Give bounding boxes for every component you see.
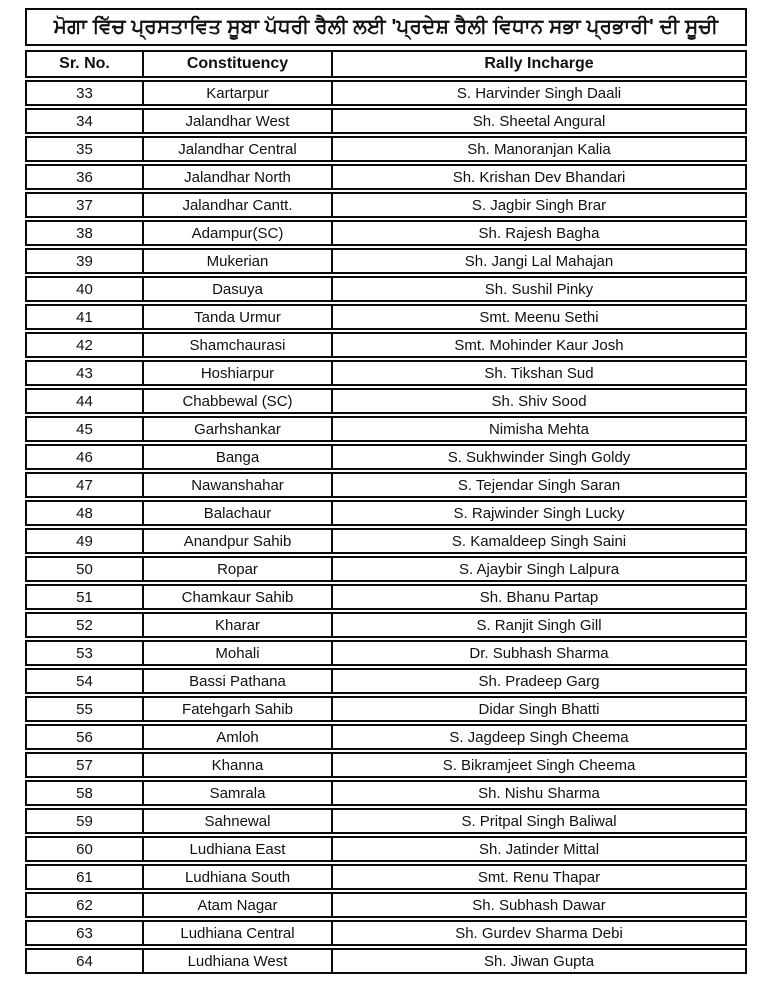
table-row <box>25 108 747 134</box>
sr-no-cell: 61 <box>27 866 144 888</box>
rally-incharge-table <box>25 8 747 976</box>
rally-incharge-cell: S. Bikramjeet Singh Cheema <box>442 756 636 774</box>
sr-no-cell: 51 <box>27 586 144 608</box>
table-row <box>25 248 747 274</box>
constituency-cell: Samrala <box>144 782 333 804</box>
constituency-cell: Amloh <box>144 726 333 748</box>
rally-incharge-cell: S. Harvinder Singh Daali <box>456 84 622 102</box>
constituency-cell: Mukerian <box>144 250 333 272</box>
table-row <box>25 276 747 302</box>
rally-incharge-cell: Smt. Mohinder Kaur Josh <box>454 336 624 354</box>
rally-incharge-cell: S. Jagdeep Singh Cheema <box>449 728 629 746</box>
constituency-cell: Jalandhar West <box>144 110 333 132</box>
table-row <box>25 472 747 498</box>
table-row <box>25 220 747 246</box>
table-row <box>25 752 747 778</box>
rally-incharge-cell: Sh. Rajesh Bagha <box>478 224 600 242</box>
rally-incharge-cell: Didar Singh Bhatti <box>478 700 600 718</box>
table-row <box>25 500 747 526</box>
rally-incharge-cell: Sh. Sheetal Angural <box>472 112 606 130</box>
constituency-cell: Adampur(SC) <box>144 222 333 244</box>
constituency-cell: Nawanshahar <box>144 474 333 496</box>
document-title: ਮੋਗਾ ਵਿੱਚ ਪ੍ਰਸਤਾਵਿਤ ਸੂਬਾ ਪੱਧਰੀ ਰੈਲੀ ਲਈ 'ਪ੍ਰਦੇਸ਼ ਰੈਲੀ ਵਿਧਾਨ ਸਭਾ ਪ੍ਰਭਾਰੀ' ਦੀ ਸੂਚੀ <box>25 8 747 46</box>
header-rally-incharge: Rally Incharge <box>484 55 594 72</box>
sr-no-cell: 43 <box>27 362 144 384</box>
rally-incharge-cell: Sh. Shiv Sood <box>491 392 587 410</box>
constituency-cell: Dasuya <box>144 278 333 300</box>
rally-incharge-cell: Sh. Jiwan Gupta <box>483 952 595 970</box>
rally-incharge-cell: Sh. Manoranjan Kalia <box>467 140 611 158</box>
table-row <box>25 724 747 750</box>
constituency-cell: Anandpur Sahib <box>144 530 333 552</box>
sr-no-cell: 52 <box>27 614 144 636</box>
constituency-cell: Kartarpur <box>144 82 333 104</box>
constituency-cell: Fatehgarh Sahib <box>144 698 333 720</box>
rally-incharge-cell: S. Ranjit Singh Gill <box>476 616 602 634</box>
rally-incharge-cell: Sh. Subhash Dawar <box>472 896 606 914</box>
rally-incharge-cell: Smt. Meenu Sethi <box>479 308 599 326</box>
constituency-cell: Hoshiarpur <box>144 362 333 384</box>
sr-no-cell: 39 <box>27 250 144 272</box>
rally-incharge-cell: Sh. Krishan Dev Bhandari <box>452 168 626 186</box>
table-row <box>25 640 747 666</box>
sr-no-cell: 49 <box>27 530 144 552</box>
sr-no-cell: 35 <box>27 138 144 160</box>
table-row <box>25 948 747 974</box>
sr-no-cell: 38 <box>27 222 144 244</box>
sr-no-cell: 42 <box>27 334 144 356</box>
constituency-cell: Tanda Urmur <box>144 306 333 328</box>
rally-incharge-cell: S. Sukhwinder Singh Goldy <box>447 448 631 466</box>
table-row <box>25 360 747 386</box>
constituency-cell: Khanna <box>144 754 333 776</box>
rally-incharge-cell: Sh. Tikshan Sud <box>484 364 594 382</box>
sr-no-cell: 46 <box>27 446 144 468</box>
table-row <box>25 892 747 918</box>
rally-incharge-cell: S. Pritpal Singh Baliwal <box>461 812 617 830</box>
rally-incharge-cell: Sh. Jatinder Mittal <box>478 840 600 858</box>
table-row <box>25 136 747 162</box>
rally-incharge-cell: S. Tejendar Singh Saran <box>457 476 621 494</box>
rally-incharge-cell: Sh. Gurdev Sharma Debi <box>455 924 623 942</box>
rally-incharge-cell: S. Ajaybir Singh Lalpura <box>458 560 620 578</box>
constituency-cell: Ludhiana South <box>144 866 333 888</box>
sr-no-cell: 34 <box>27 110 144 132</box>
constituency-cell: Kharar <box>144 614 333 636</box>
sr-no-cell: 63 <box>27 922 144 944</box>
sr-no-cell: 53 <box>27 642 144 664</box>
constituency-cell: Bassi Pathana <box>144 670 333 692</box>
table-row <box>25 864 747 890</box>
table-row <box>25 192 747 218</box>
table-row <box>25 304 747 330</box>
header-sr-no: Sr. No. <box>27 52 144 76</box>
constituency-cell: Shamchaurasi <box>144 334 333 356</box>
constituency-cell: Ludhiana Central <box>144 922 333 944</box>
constituency-cell: Garhshankar <box>144 418 333 440</box>
table-row <box>25 164 747 190</box>
constituency-cell: Jalandhar Central <box>144 138 333 160</box>
table-row <box>25 584 747 610</box>
constituency-cell: Jalandhar Cantt. <box>144 194 333 216</box>
table-row <box>25 780 747 806</box>
sr-no-cell: 50 <box>27 558 144 580</box>
header-constituency: Constituency <box>144 52 333 76</box>
table-body <box>25 80 747 974</box>
table-row <box>25 836 747 862</box>
table-row <box>25 388 747 414</box>
table-row <box>25 696 747 722</box>
constituency-cell: Atam Nagar <box>144 894 333 916</box>
table-row <box>25 556 747 582</box>
sr-no-cell: 41 <box>27 306 144 328</box>
sr-no-cell: 56 <box>27 726 144 748</box>
constituency-cell: Ludhiana East <box>144 838 333 860</box>
rally-incharge-cell: Smt. Renu Thapar <box>477 868 601 886</box>
sr-no-cell: 37 <box>27 194 144 216</box>
constituency-cell: Banga <box>144 446 333 468</box>
rally-incharge-cell: Dr. Subhash Sharma <box>469 644 609 662</box>
constituency-cell: Chamkaur Sahib <box>144 586 333 608</box>
rally-incharge-cell: S. Kamaldeep Singh Saini <box>451 532 627 550</box>
sr-no-cell: 59 <box>27 810 144 832</box>
sr-no-cell: 48 <box>27 502 144 524</box>
rally-incharge-cell: S. Jagbir Singh Brar <box>471 196 607 214</box>
constituency-cell: Ropar <box>144 558 333 580</box>
sr-no-cell: 36 <box>27 166 144 188</box>
sr-no-cell: 45 <box>27 418 144 440</box>
rally-incharge-cell: Sh. Pradeep Garg <box>478 672 600 690</box>
rally-incharge-cell: Nimisha Mehta <box>488 420 590 438</box>
sr-no-cell: 44 <box>27 390 144 412</box>
constituency-cell: Balachaur <box>144 502 333 524</box>
sr-no-cell: 55 <box>27 698 144 720</box>
table-row <box>25 528 747 554</box>
constituency-cell: Chabbewal (SC) <box>144 390 333 412</box>
sr-no-cell: 64 <box>27 950 144 972</box>
table-row <box>25 444 747 470</box>
rally-incharge-cell: Sh. Sushil Pinky <box>484 280 594 298</box>
sr-no-cell: 40 <box>27 278 144 300</box>
rally-incharge-cell: S. Rajwinder Singh Lucky <box>453 504 625 522</box>
sr-no-cell: 47 <box>27 474 144 496</box>
table-row <box>25 668 747 694</box>
table-row <box>25 416 747 442</box>
table-row <box>25 612 747 638</box>
rally-incharge-cell: Sh. Jangi Lal Mahajan <box>464 252 614 270</box>
table-header-row <box>25 50 747 78</box>
constituency-cell: Sahnewal <box>144 810 333 832</box>
sr-no-cell: 62 <box>27 894 144 916</box>
constituency-cell: Mohali <box>144 642 333 664</box>
sr-no-cell: 60 <box>27 838 144 860</box>
rally-incharge-cell: Sh. Bhanu Partap <box>479 588 599 606</box>
table-row <box>25 80 747 106</box>
sr-no-cell: 58 <box>27 782 144 804</box>
constituency-cell: Jalandhar North <box>144 166 333 188</box>
table-row <box>25 808 747 834</box>
table-row <box>25 920 747 946</box>
sr-no-cell: 33 <box>27 82 144 104</box>
rally-incharge-cell: Sh. Nishu Sharma <box>478 784 600 802</box>
sr-no-cell: 57 <box>27 754 144 776</box>
constituency-cell: Ludhiana West <box>144 950 333 972</box>
table-row <box>25 332 747 358</box>
sr-no-cell: 54 <box>27 670 144 692</box>
